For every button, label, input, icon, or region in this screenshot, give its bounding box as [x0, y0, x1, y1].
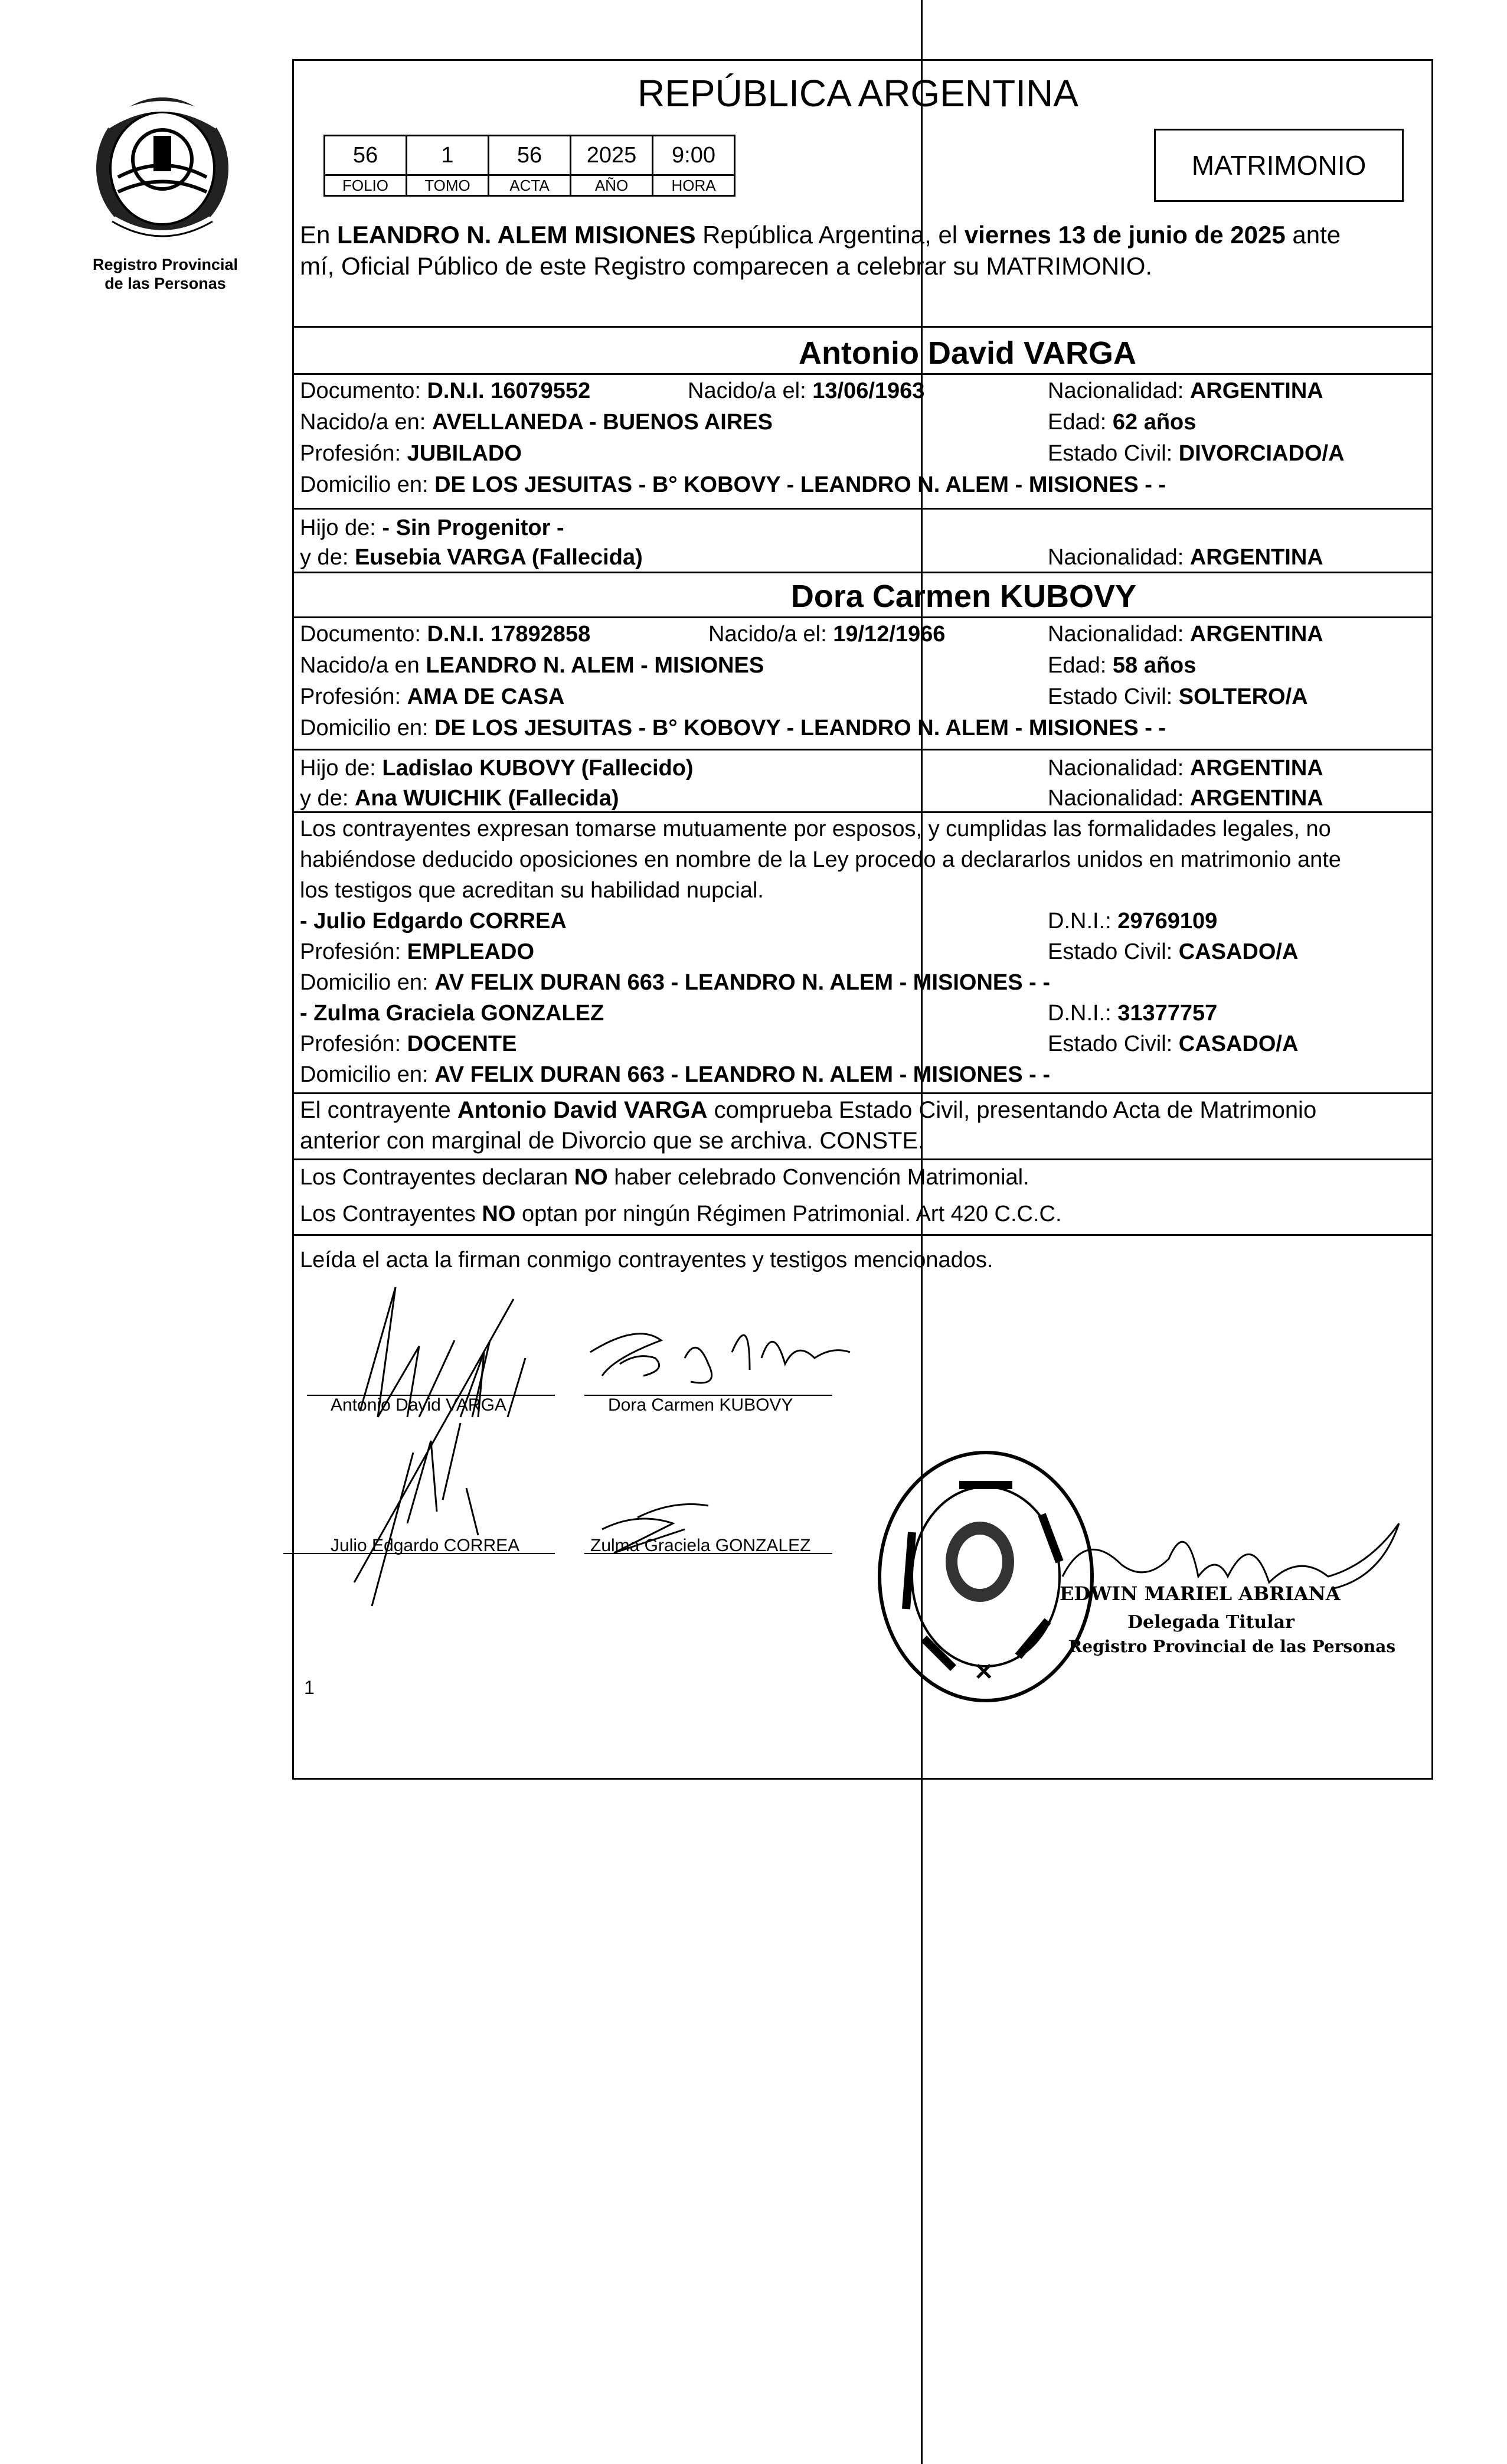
spouse1-born — [688, 376, 924, 406]
registry-table — [323, 135, 735, 197]
field-value: ARGENTINA — [1189, 756, 1323, 781]
field-label: Estado Civil: — [1048, 939, 1179, 964]
official-organization: Registro Provincial de las Personas — [1068, 1637, 1396, 1656]
regime-no: NO — [482, 1202, 516, 1226]
intro-place: LEANDRO N. ALEM MISIONES — [337, 221, 696, 249]
spouse2-address — [300, 713, 1166, 743]
field-value: AVELLANEDA - BUENOS AIRES — [431, 410, 773, 435]
field-label: Domicilio en: — [300, 472, 435, 497]
field-label: Estado Civil: — [1048, 684, 1179, 709]
declaration-line2: habiéndose deducido oposiciones en nombre de la Ley procedo a declararlos unidos en matrimonio ante — [300, 847, 1341, 872]
spouse1-birthplace — [300, 407, 773, 438]
field-label: D.N.I.: — [1048, 909, 1118, 934]
spouse2-born — [708, 619, 945, 650]
witness2-name: - Zulma Graciela GONZALEZ — [300, 1001, 604, 1026]
field-value: D.N.I. 17892858 — [427, 622, 591, 647]
civil-proof-name: Antonio David VARGA — [457, 1097, 708, 1123]
civil-proof-text: El contrayente — [300, 1097, 457, 1123]
field-value: ARGENTINA — [1189, 378, 1323, 403]
divider — [292, 1092, 1431, 1094]
field-label: Edad: — [1048, 653, 1113, 678]
spouse1-name: Antonio David VARGA — [799, 335, 1136, 371]
spouse2-profession — [300, 681, 564, 712]
field-label: Hijo de: — [300, 515, 383, 540]
signature-label-witness1: Julio Edgardo CORREA — [331, 1536, 520, 1555]
field-value: Ladislao KUBOVY (Fallecido) — [382, 756, 694, 781]
spouse1-mother-nationality — [1048, 542, 1323, 573]
acta-value: 56 — [489, 136, 571, 175]
field-value: Ana WUICHIK (Fallecida) — [354, 786, 619, 811]
signature-scribbles — [283, 1275, 874, 1630]
field-value: DIVORCIADO/A — [1178, 441, 1345, 466]
field-label: Profesión: — [300, 1032, 407, 1056]
witness2-address — [300, 1059, 1050, 1090]
divider — [292, 373, 1431, 375]
official-title: Delegada Titular — [1127, 1612, 1294, 1633]
field-label: Documento: — [300, 378, 427, 403]
spouse2-age — [1048, 650, 1196, 681]
official-name: EDWIN MARIEL ABRIANA — [1060, 1582, 1341, 1605]
spouse2-name: Dora Carmen KUBOVY — [790, 579, 1136, 614]
spouse1-father — [300, 513, 564, 543]
declaration-line3: los testigos que acreditan su habilidad nupcial. — [300, 878, 764, 903]
intro-line2: mí, Oficial Público de este Registro comparecen a celebrar su MATRIMONIO. — [300, 252, 1153, 280]
field-label: y de: — [300, 786, 355, 811]
field-label: Profesión: — [300, 441, 407, 466]
divider — [292, 572, 1431, 573]
field-label: Nacionalidad: — [1048, 622, 1190, 647]
intro-text: ante — [1285, 221, 1341, 249]
field-label: Hijo de: — [300, 756, 383, 781]
field-value: AV FELIX DURAN 663 - LEANDRO N. ALEM - MISIONES - - — [434, 1062, 1051, 1087]
field-label: Nacionalidad: — [1048, 756, 1190, 781]
witness1-dni — [1048, 906, 1217, 936]
field-value: ARGENTINA — [1189, 622, 1323, 647]
intro-date: viernes 13 de junio de 2025 — [964, 221, 1286, 249]
logo-caption-line2: de las Personas — [104, 275, 226, 292]
regime-text: optan por ningún Régimen Patrimonial. Art 420 C.C.C. — [515, 1202, 1062, 1226]
field-label: Domicilio en: — [300, 1062, 435, 1087]
civil-proof-text: comprueba Estado Civil, presentando Acta de Matrimonio — [707, 1097, 1317, 1123]
spouse2-mother — [300, 783, 619, 814]
field-value: ARGENTINA — [1189, 545, 1323, 570]
divider — [292, 326, 1431, 328]
witness2-civil-status — [1048, 1029, 1298, 1059]
field-label: Nacionalidad: — [1048, 378, 1190, 403]
convention-text: haber celebrado Convención Matrimonial. — [607, 1165, 1029, 1190]
regime-text: Los Contrayentes — [300, 1202, 482, 1226]
divider — [292, 508, 1431, 510]
act-type-label: MATRIMONIO — [1191, 150, 1367, 181]
field-label: Nacionalidad: — [1048, 545, 1190, 570]
field-value: DE LOS JESUITAS - B° KOBOVY - LEANDRO N. ALEM - MISIONES - - — [434, 716, 1166, 740]
field-label: Documento: — [300, 622, 427, 647]
folio-value: 56 — [325, 136, 407, 175]
field-value: AV FELIX DURAN 663 - LEANDRO N. ALEM - MISIONES - - — [434, 970, 1051, 995]
regime-statement — [300, 1199, 1062, 1229]
field-label: Nacido/a el: — [688, 378, 813, 403]
civil-proof-line2: anterior con marginal de Divorcio que se archiva. CONSTE. — [300, 1128, 925, 1154]
spouse2-father — [300, 753, 694, 784]
tomo-value: 1 — [407, 136, 489, 175]
field-value: JUBILADO — [407, 441, 522, 466]
provincia-misiones-emblem — [83, 89, 242, 254]
spouse2-birthplace — [300, 650, 764, 681]
field-value: D.N.I. 16079552 — [427, 378, 591, 403]
field-label: Profesión: — [300, 939, 407, 964]
tomo-label: TOMO — [407, 175, 489, 196]
acta-label: ACTA — [489, 175, 571, 196]
anio-value: 2025 — [571, 136, 653, 175]
field-label: Nacido/a en — [300, 653, 426, 678]
spouse1-nationality — [1048, 376, 1323, 406]
field-value: Eusebia VARGA (Fallecida) — [354, 545, 643, 570]
field-label: y de: — [300, 545, 355, 570]
field-value: CASADO/A — [1178, 1032, 1299, 1056]
spouse1-mother — [300, 542, 643, 573]
field-value: 62 años — [1112, 410, 1197, 435]
spouse2-mother-nationality — [1048, 783, 1323, 814]
declaration-line1: Los contrayentes expresan tomarse mutuamente por esposos, y cumplidas las formalidades legales, no — [300, 817, 1331, 841]
field-label: Estado Civil: — [1048, 1032, 1179, 1056]
field-label: Profesión: — [300, 684, 407, 709]
intro-line1 — [300, 220, 1341, 250]
country-title: REPÚBLICA ARGENTINA — [638, 72, 1078, 115]
field-value: ARGENTINA — [1189, 786, 1323, 811]
logo-caption-line1: Registro Provincial — [92, 256, 238, 273]
anio-label: AÑO — [571, 175, 653, 196]
civil-proof-line1 — [300, 1095, 1316, 1125]
convention-no: NO — [574, 1165, 608, 1190]
convention-text: Los Contrayentes declaran — [300, 1165, 574, 1190]
signature-label-witness2: Zulma Graciela GONZALEZ — [590, 1536, 811, 1555]
field-value: EMPLEADO — [407, 939, 535, 964]
province-logo — [83, 89, 242, 254]
svg-text:✕: ✕ — [974, 1659, 994, 1685]
field-value: 29769109 — [1117, 909, 1218, 934]
hora-label: HORA — [653, 175, 735, 196]
field-value: 58 años — [1112, 653, 1197, 678]
field-label: D.N.I.: — [1048, 1001, 1118, 1026]
witness2-profession — [300, 1029, 517, 1059]
folio-label: FOLIO — [325, 175, 407, 196]
divider — [292, 1158, 1431, 1160]
spouse2-father-nationality — [1048, 753, 1323, 784]
witness2-dni — [1048, 998, 1217, 1029]
divider — [292, 616, 1431, 618]
field-label: Nacionalidad: — [1048, 786, 1190, 811]
field-value: 19/12/1966 — [833, 622, 946, 647]
page-number: 1 — [304, 1677, 315, 1698]
field-value: 13/06/1963 — [812, 378, 925, 403]
witness1-profession — [300, 936, 534, 967]
field-value: 31377757 — [1117, 1001, 1218, 1026]
signature-label-spouse1: Antonio David VARGA — [331, 1395, 506, 1415]
witness1-address — [300, 967, 1050, 998]
act-type-box — [1154, 129, 1404, 202]
spouse2-nationality — [1048, 619, 1323, 650]
divider — [292, 1234, 1431, 1236]
hora-value: 9:00 — [653, 136, 735, 175]
spouse2-document — [300, 619, 590, 650]
divider — [292, 811, 1431, 813]
closing-statement: Leída el acta la firman conmigo contrayentes y testigos mencionados. — [300, 1248, 993, 1272]
spouse1-document — [300, 376, 590, 406]
field-label: Domicilio en: — [300, 716, 435, 740]
spouse1-profession — [300, 438, 522, 469]
witness1-civil-status — [1048, 936, 1298, 967]
field-label: Edad: — [1048, 410, 1113, 435]
convention-statement — [300, 1162, 1029, 1193]
field-value: SOLTERO/A — [1178, 684, 1308, 709]
field-label: Nacido/a en: — [300, 410, 432, 435]
witness1-name: - Julio Edgardo CORREA — [300, 909, 567, 934]
field-value: - Sin Progenitor - — [382, 515, 564, 540]
field-value: CASADO/A — [1178, 939, 1299, 964]
field-value: DE LOS JESUITAS - B° KOBOVY - LEANDRO N. ALEM - MISIONES - - — [434, 472, 1166, 497]
spouse1-address — [300, 469, 1166, 500]
intro-text: República Argentina, el — [695, 221, 965, 249]
field-label: Nacido/a el: — [708, 622, 833, 647]
field-value: DOCENTE — [407, 1032, 517, 1056]
spouse1-age — [1048, 407, 1196, 438]
spouse2-civil-status — [1048, 681, 1308, 712]
field-label: Estado Civil: — [1048, 441, 1179, 466]
field-label: Domicilio en: — [300, 970, 435, 995]
intro-text: En — [300, 221, 338, 249]
field-value: LEANDRO N. ALEM - MISIONES — [426, 653, 764, 678]
divider — [292, 749, 1431, 750]
field-value: AMA DE CASA — [407, 684, 565, 709]
signature-label-spouse2: Dora Carmen KUBOVY — [608, 1395, 793, 1415]
spouse1-civil-status — [1048, 438, 1345, 469]
